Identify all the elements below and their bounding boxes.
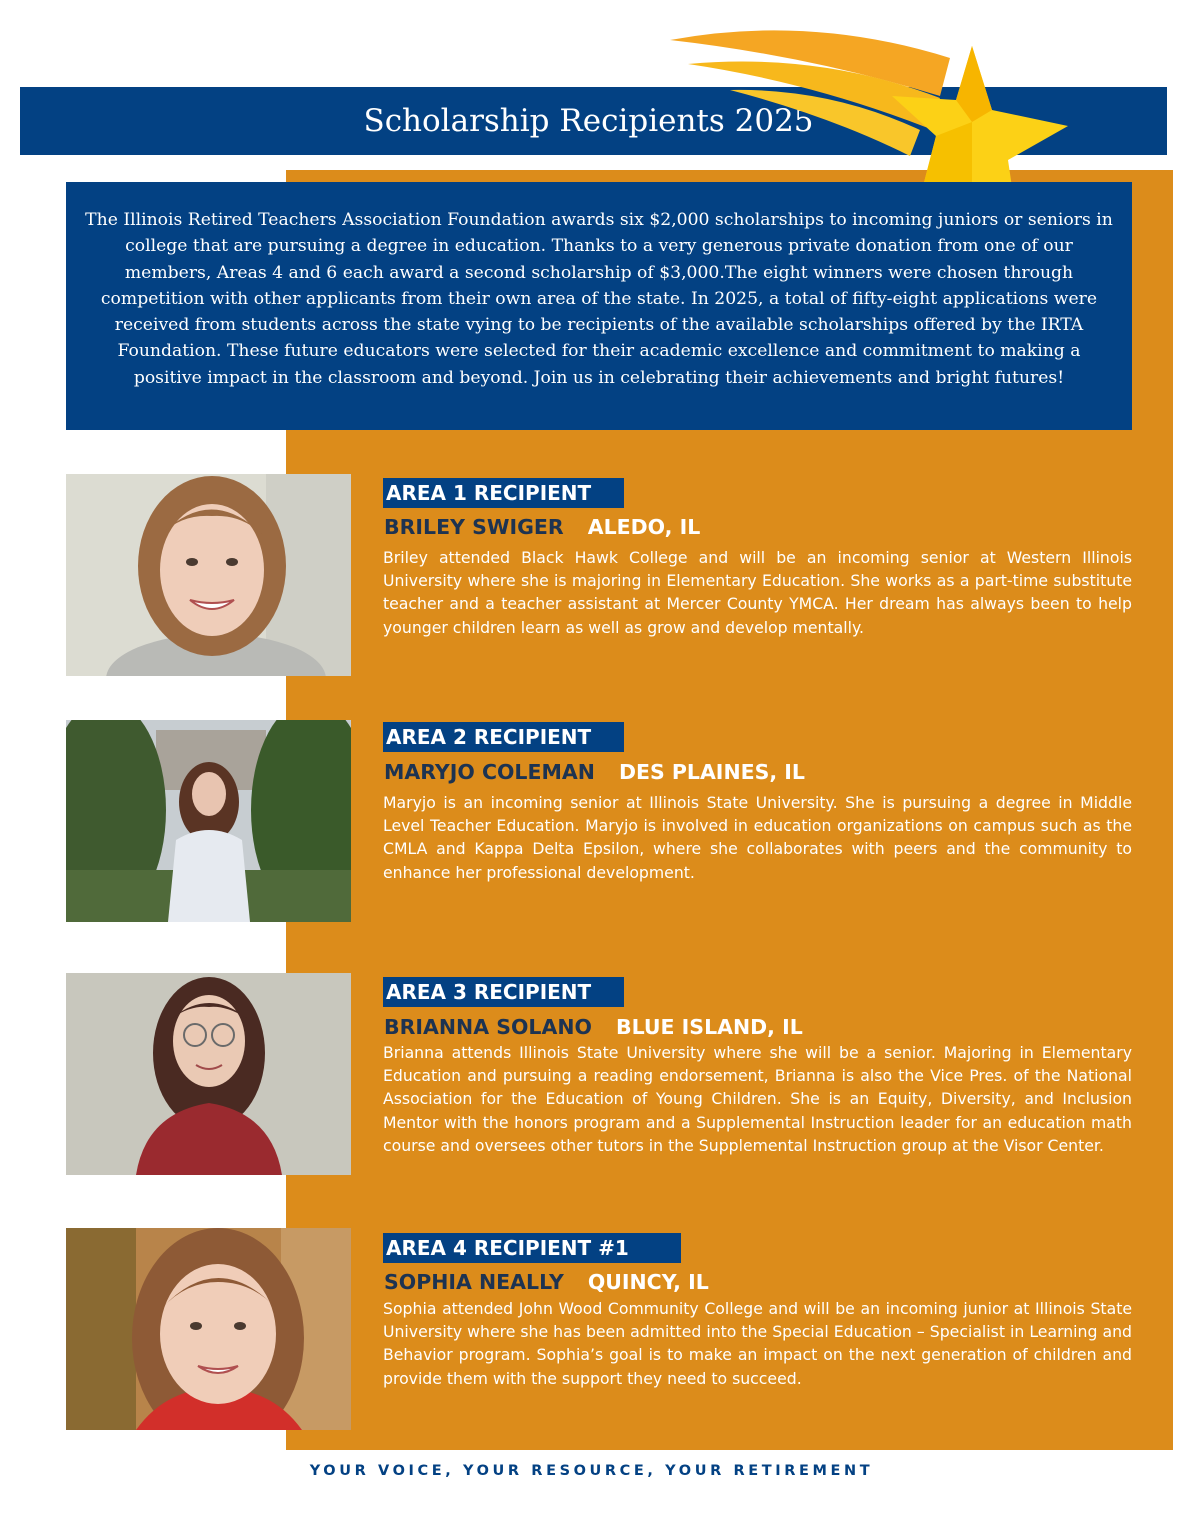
intro-box (66, 182, 1132, 430)
recipient-2-area-label: AREA 2 RECIPIENT (383, 722, 624, 752)
recipient-4-name-line (384, 1269, 709, 1295)
footer-tagline: YOUR VOICE, YOUR RESOURCE, YOUR RETIREMENT (309, 1463, 874, 1479)
recipient-4-name: SOPHIA NEALLY (384, 1270, 564, 1294)
recipient-1-name-line (384, 514, 700, 540)
recipient-3-name: BRIANNA SOLANO (384, 1015, 592, 1039)
recipient-1-bio: Briley attended Black Hawk College and will be an incoming senior at Western Illinois University where she is majoring in Elementary Education. She works as a part-time substitute teacher and a teacher assistant at Mercer County YMCA. Her dream has always been to help younger children learn as well as grow and develop mentally. (383, 548, 1132, 637)
recipient-3-area-label: AREA 3 RECIPIENT (383, 977, 624, 1007)
recipient-2-bio: Maryjo is an incoming senior at Illinois State University. She is pursuing a degree in Middle Level Teacher Education. Maryjo is involved in education organizations on campus such as the CMLA and Kappa Delta Epsilon, where she collaborates with peers and the community to enhance her professional development. (383, 793, 1132, 882)
page-title: Scholarship Recipients 2025 (363, 103, 814, 139)
recipient-1-name: BRILEY SWIGER (384, 515, 564, 539)
recipient-4-photo (66, 1228, 351, 1430)
recipient-3-name-line (384, 1014, 803, 1040)
recipient-3-bio: Brianna attends Illinois State University where she will be a senior. Majoring in Elementary Education and pursuing a reading endorsement, Brianna is also the Vice Pres. of the National Association for the Education of Young Children. She is an Equity, Diversity, and Inclusion Mentor with the honors program and a Supplemental Instruction leader for an education math course and oversees other tutors in the Supplemental Instruction group at the Visor Center. (383, 1043, 1132, 1155)
recipient-1-location: ALEDO, IL (587, 515, 701, 539)
recipient-4-bio: Sophia attended John Wood Community College and will be an incoming junior at Illinois State University where she has been admitted into the Special Education – Specialist in Learning and Behavior program. Sophia’s goal is to make an impact on the next generation of children and provide them with the support they need to succeed. (383, 1299, 1132, 1388)
recipient-2-photo (66, 720, 351, 922)
shooting-star-icon (640, 18, 1080, 198)
recipient-1-area-label: AREA 1 RECIPIENT (383, 478, 624, 508)
recipient-3-photo (66, 973, 351, 1175)
recipient-4-location: QUINCY, IL (587, 1270, 709, 1294)
recipient-3-location: BLUE ISLAND, IL (615, 1015, 803, 1039)
recipient-1-photo (66, 474, 351, 676)
recipient-4-area-label: AREA 4 RECIPIENT #1 (383, 1233, 681, 1263)
recipient-2-location: DES PLAINES, IL (618, 760, 805, 784)
recipient-2-name: MARYJO COLEMAN (384, 760, 595, 784)
recipient-2-name-line (384, 759, 805, 785)
intro-paragraph: The Illinois Retired Teachers Association Foundation awards six $2,000 scholarships to incoming juniors or seniors in college that are pursuing a degree in education. Thanks to a very generous private donation from one of our members, Areas 4 and 6 each award a second scholarship of $3,000.The eight winners were chosen through competition with other applicants from their own area of the state. In 2025, a total of fifty-eight applications were received from students across the state vying to be recipients of the available scholarships offered by the IRTA Foundation. These future educators were selected for their academic excellence and commitment to making a positive impact in the classroom and beyond. Join us in celebrating their achievements and bright futures! (85, 210, 1113, 388)
